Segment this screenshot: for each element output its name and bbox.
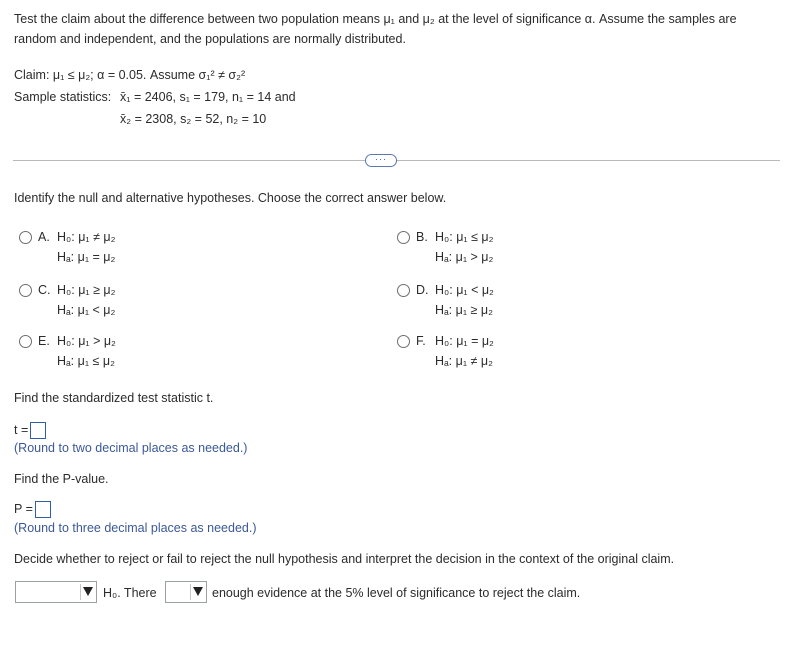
p-rounding-hint: (Round to three decimal places as needed.) — [14, 521, 257, 535]
question-decision: Decide whether to reject or fail to reject the null hypothesis and interpret the decision in the context of the original claim. — [14, 552, 675, 566]
option-hypotheses — [435, 283, 494, 323]
radio-button[interactable] — [19, 231, 32, 244]
option-hypotheses — [57, 283, 115, 323]
option-hypotheses — [57, 334, 116, 374]
more-options-button[interactable]: ··· — [365, 154, 397, 167]
ha-label: Hₐ: — [57, 250, 75, 264]
h0-label: H₀: — [57, 230, 75, 244]
option-hypotheses — [435, 230, 493, 270]
ha-label: Hₐ: — [435, 250, 453, 264]
h0-label: H₀: — [57, 334, 75, 348]
h0-label: H₀: — [57, 283, 75, 297]
h0-label: H₀: — [435, 283, 453, 297]
option-b[interactable] — [397, 230, 493, 270]
t-label: t = — [14, 422, 29, 437]
decision-middle-text: H₀. There — [103, 586, 157, 600]
ha-text: μ₁ = μ₂ — [77, 250, 116, 264]
h0-text: μ₁ ≠ μ₂ — [78, 230, 116, 244]
t-answer-row — [14, 422, 46, 439]
p-label: P = — [14, 501, 33, 516]
ha-label: Hₐ: — [57, 354, 75, 368]
ha-text: μ₁ ≠ μ₂ — [455, 354, 493, 368]
option-letter: A. — [38, 230, 50, 244]
option-letter: B. — [416, 230, 428, 244]
dropdown-separator — [190, 584, 191, 600]
radio-button[interactable] — [19, 284, 32, 297]
question-p-value: Find the P-value. — [14, 472, 109, 486]
radio-button[interactable] — [397, 284, 410, 297]
h0-text: μ₁ ≥ μ₂ — [78, 283, 116, 297]
dropdown-separator — [80, 584, 81, 600]
sample-stats-line2: x̄₂ = 2308, s₂ = 52, n₂ = 10 — [120, 112, 267, 126]
question-test-statistic: Find the standardized test statistic t. — [14, 391, 214, 405]
option-e[interactable] — [19, 334, 116, 374]
ha-text: μ₁ < μ₂ — [77, 303, 116, 317]
t-rounding-hint: (Round to two decimal places as needed.) — [14, 441, 248, 455]
p-answer-input[interactable] — [35, 501, 51, 518]
sample-stats-label: Sample statistics: — [14, 90, 112, 104]
evidence-dropdown[interactable] — [165, 581, 207, 603]
sample-stats-line1: x̄₁ = 2406, s₁ = 179, n₁ = 14 and — [120, 90, 296, 104]
ha-label: Hₐ: — [435, 303, 453, 317]
radio-button[interactable] — [397, 231, 410, 244]
ha-text: μ₁ ≤ μ₂ — [77, 354, 115, 368]
problem-intro-line2: random and independent, and the populations are normally distributed. — [14, 32, 406, 46]
option-hypotheses — [435, 334, 494, 374]
radio-button[interactable] — [397, 335, 410, 348]
option-a[interactable] — [19, 230, 115, 270]
h0-text: μ₁ > μ₂ — [78, 334, 116, 348]
h0-text: μ₁ ≤ μ₂ — [456, 230, 494, 244]
option-d[interactable] — [397, 283, 494, 323]
decision-dropdown[interactable] — [15, 581, 97, 603]
claim-text: μ₁ ≤ μ₂; α = 0.05. Assume σ₁² ≠ σ₂² — [52, 68, 246, 82]
ha-label: Hₐ: — [435, 354, 453, 368]
h0-label: H₀: — [435, 334, 453, 348]
claim-line — [14, 68, 245, 82]
option-c[interactable] — [19, 283, 115, 323]
option-hypotheses — [57, 230, 115, 270]
p-answer-row — [14, 501, 51, 518]
option-letter: F. — [416, 334, 426, 348]
claim-label: Claim: — [14, 68, 50, 82]
radio-button[interactable] — [19, 335, 32, 348]
ha-label: Hₐ: — [57, 303, 75, 317]
h0-text: μ₁ < μ₂ — [456, 283, 494, 297]
problem-intro-line1: Test the claim about the difference between two population means μ₁ and μ₂ at the level of significance α. Assume the samples are — [14, 12, 737, 26]
h0-label: H₀: — [435, 230, 453, 244]
option-letter: D. — [416, 283, 429, 297]
ha-text: μ₁ > μ₂ — [455, 250, 494, 264]
option-f[interactable] — [397, 334, 494, 374]
option-letter: E. — [38, 334, 50, 348]
h0-text: μ₁ = μ₂ — [456, 334, 494, 348]
chevron-down-icon — [193, 587, 203, 596]
option-letter: C. — [38, 283, 51, 297]
ha-text: μ₁ ≥ μ₂ — [455, 303, 493, 317]
question-hypotheses: Identify the null and alternative hypotheses. Choose the correct answer below. — [14, 191, 447, 205]
decision-end-text: enough evidence at the 5% level of significance to reject the claim. — [212, 586, 581, 600]
t-answer-input[interactable] — [30, 422, 46, 439]
chevron-down-icon — [83, 587, 93, 596]
